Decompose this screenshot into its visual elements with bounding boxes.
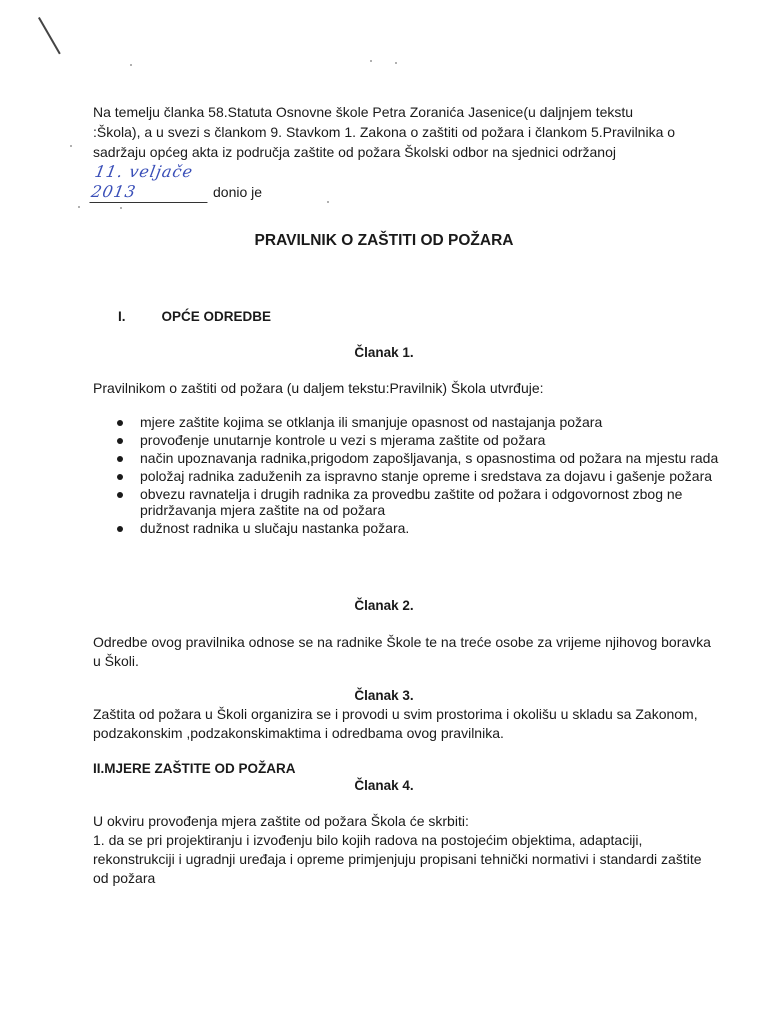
article-4-text-2: 1. da se pri projektiranju i izvođenju bilo kojih radova na postojećim objektima, adaptaciji, rekonstrukciji i ugradnji uređaja i opreme primjenjuju propisani tehnički normativi i standardi zaštite od požara (93, 832, 702, 886)
article-1-list (93, 414, 740, 538)
scan-speck (70, 145, 72, 147)
section-1-number: I. (118, 309, 126, 324)
article-3-heading: Članak 3. (354, 688, 414, 703)
intro-line-3: sadržaju općeg akta iz područja zaštite od požara Školski odbor na sjednici održanoj (93, 144, 616, 160)
intro-line-2: :Škola), a u svezi s člankom 9. Stavkom 1. Zakona o zaštiti od požara i člankom 5.Pravilnika o (93, 124, 676, 140)
bullet-icon (117, 492, 123, 498)
staple-mark (38, 17, 61, 54)
scan-speck (370, 60, 372, 62)
bullet-icon (117, 438, 123, 444)
intro-line-4 (89, 162, 713, 203)
handwritten-date: 11. veljače 2013 (89, 162, 214, 203)
scan-speck (78, 206, 80, 208)
list-item: način upoznavanja radnika,prigodom zapošljavanja, s opasnostima od požara na mjestu rada (140, 450, 740, 466)
bullet-icon (117, 526, 123, 532)
article-2-text: Odredbe ovog pravilnika odnose se na radnike Škole te na treće osobe za vrijeme njihovog boravka u Školi. (93, 634, 711, 669)
intro-paragraph (89, 102, 713, 203)
section-1-title: OPĆE ODREDBE (161, 309, 272, 324)
bullet-icon (117, 420, 123, 426)
article-2-heading: Članak 2. (354, 598, 414, 613)
list-item: položaj radnika zaduženih za ispravno stanje opreme i sredstava za dojavu i gašenje požara (140, 468, 740, 484)
bullet-icon (117, 474, 123, 480)
list-item: mjere zaštite kojima se otklanja ili smanjuje opasnost od nastajanja požara (140, 414, 740, 430)
intro-line-4-suffix: donio je (213, 184, 263, 200)
article-1-text: Pravilnikom o zaštiti od požara (u daljem tekstu:Pravilnik) Škola utvrđuje: (93, 380, 544, 396)
scan-speck (120, 207, 122, 209)
list-item: provođenje unutarnje kontrole u vezi s mjerama zaštite od požara (140, 432, 740, 448)
scan-speck (130, 64, 132, 66)
bullet-icon (117, 456, 123, 462)
document-title: PRAVILNIK O ZAŠTITI OD POŽARA (254, 232, 514, 249)
list-item: dužnost radnika u slučaju nastanka požara. (140, 520, 740, 536)
article-4-heading: Članak 4. (354, 778, 414, 793)
article-1-heading: Članak 1. (354, 345, 414, 360)
section-2-heading: II.MJERE ZAŠTITE OD POŽARA (93, 761, 296, 776)
scan-speck (395, 62, 397, 64)
list-item: obvezu ravnatelja i drugih radnika za provedbu zaštite od požara i odgovornost zbog ne pridržavanja mjera zaštite na od požara (140, 486, 740, 518)
intro-line-1: Na temelju članka 58.Statuta Osnovne škole Petra Zoranića Jasenice(u daljnjem tekstu (93, 104, 634, 120)
section-1-heading (118, 309, 271, 324)
article-4-text-1: U okviru provođenja mjera zaštite od požara Škola će skrbiti: (93, 813, 469, 829)
article-3-text: Zaštita od požara u Školi organizira se i provodi u svim prostorima i okolišu u skladu sa Zakonom, podzakonskim ,podzakonskimaktima i odredbama ovog pravilnika. (93, 706, 698, 741)
